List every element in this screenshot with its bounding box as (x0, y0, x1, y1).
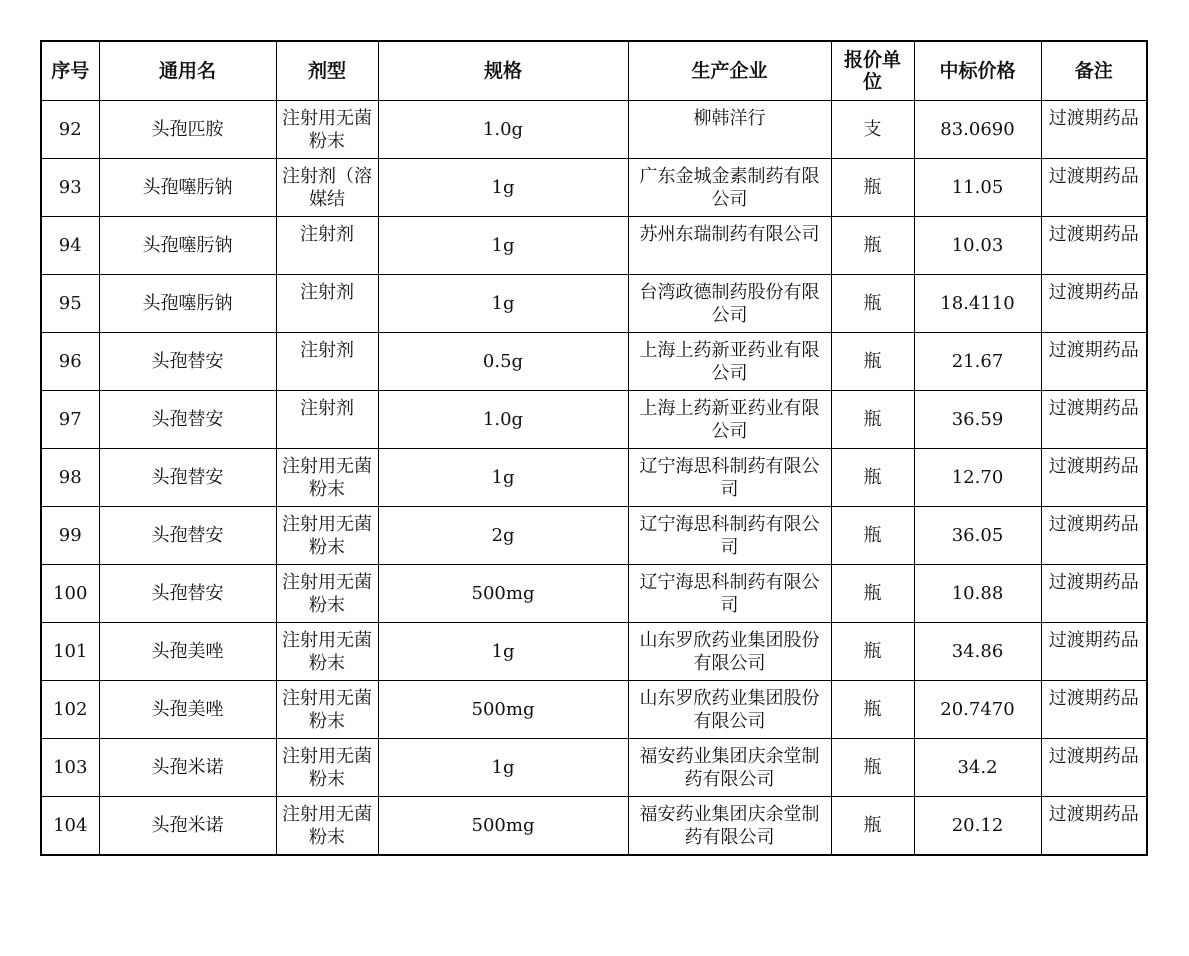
cell-form-text: 注射剂（溶媒结 (282, 165, 372, 210)
cell-no: 95 (41, 275, 99, 333)
cell-form-text: 注射用无菌粉末 (282, 803, 372, 848)
cell-unit: 瓶 (831, 391, 914, 449)
header-cell-unit: 报价单位 (831, 41, 914, 101)
cell-price: 11.05 (914, 159, 1041, 217)
cell-name: 头孢噻肟钠 (99, 159, 276, 217)
cell-name: 头孢美唑 (99, 681, 276, 739)
cell-unit: 瓶 (831, 275, 914, 333)
cell-maker (628, 391, 831, 449)
cell-no: 104 (41, 797, 99, 856)
cell-maker (628, 449, 831, 507)
cell-maker-text: 福安药业集团庆余堂制药有限公司 (639, 803, 820, 848)
cell-maker (628, 159, 831, 217)
cell-form (276, 101, 378, 159)
cell-maker (628, 797, 831, 856)
cell-form-text: 注射剂 (300, 281, 354, 303)
cell-unit: 瓶 (831, 623, 914, 681)
header-cell-no: 序号 (41, 41, 99, 101)
cell-note (1041, 565, 1147, 623)
cell-note (1041, 333, 1147, 391)
cell-no: 102 (41, 681, 99, 739)
cell-note-text: 过渡期药品 (1048, 397, 1139, 419)
cell-unit: 瓶 (831, 739, 914, 797)
cell-spec: 500mg (378, 797, 628, 856)
cell-form-text: 注射用无菌粉末 (282, 571, 372, 616)
table-row (41, 391, 1147, 449)
cell-form (276, 275, 378, 333)
cell-note-text: 过渡期药品 (1048, 223, 1139, 245)
cell-price: 34.2 (914, 739, 1041, 797)
cell-note-text: 过渡期药品 (1048, 687, 1139, 709)
cell-price: 34.86 (914, 623, 1041, 681)
drug-price-table (40, 40, 1148, 856)
cell-name: 头孢米诺 (99, 739, 276, 797)
header-cell-form: 剂型 (276, 41, 378, 101)
cell-price: 36.59 (914, 391, 1041, 449)
cell-maker (628, 739, 831, 797)
cell-name: 头孢噻肟钠 (99, 217, 276, 275)
cell-form-text: 注射用无菌粉末 (282, 687, 372, 732)
table-row (41, 565, 1147, 623)
table-row (41, 217, 1147, 275)
cell-maker (628, 565, 831, 623)
cell-price: 21.67 (914, 333, 1041, 391)
cell-note-text: 过渡期药品 (1048, 107, 1139, 129)
cell-maker-text: 辽宁海思科制药有限公司 (639, 455, 820, 500)
table-row (41, 159, 1147, 217)
cell-form (276, 449, 378, 507)
cell-price: 20.7470 (914, 681, 1041, 739)
cell-note-text: 过渡期药品 (1048, 745, 1139, 767)
cell-spec: 500mg (378, 681, 628, 739)
cell-maker-text: 广东金城金素制药有限公司 (639, 165, 820, 210)
cell-maker-text: 山东罗欣药业集团股份有限公司 (639, 687, 820, 732)
cell-spec: 1g (378, 449, 628, 507)
cell-maker-text: 上海上药新亚药业有限公司 (639, 339, 820, 384)
cell-note (1041, 449, 1147, 507)
cell-name: 头孢噻肟钠 (99, 275, 276, 333)
cell-note-text: 过渡期药品 (1048, 803, 1139, 825)
cell-form-text: 注射剂 (300, 223, 354, 245)
cell-maker (628, 681, 831, 739)
table-row (41, 739, 1147, 797)
cell-name: 头孢替安 (99, 333, 276, 391)
cell-note (1041, 159, 1147, 217)
cell-form (276, 565, 378, 623)
cell-note-text: 过渡期药品 (1048, 513, 1139, 535)
cell-form (276, 333, 378, 391)
cell-form (276, 681, 378, 739)
cell-unit: 瓶 (831, 681, 914, 739)
cell-note (1041, 275, 1147, 333)
cell-name: 头孢替安 (99, 565, 276, 623)
cell-form (276, 217, 378, 275)
table-row (41, 507, 1147, 565)
cell-note (1041, 101, 1147, 159)
header-cell-note: 备注 (1041, 41, 1147, 101)
cell-form-text: 注射剂 (300, 339, 354, 361)
cell-spec: 1.0g (378, 101, 628, 159)
cell-note-text: 过渡期药品 (1048, 455, 1139, 477)
cell-name: 头孢替安 (99, 391, 276, 449)
cell-maker-text: 上海上药新亚药业有限公司 (639, 397, 820, 442)
cell-maker-text: 辽宁海思科制药有限公司 (639, 513, 820, 558)
cell-note (1041, 507, 1147, 565)
cell-form-text: 注射用无菌粉末 (282, 745, 372, 790)
cell-note-text: 过渡期药品 (1048, 165, 1139, 187)
cell-maker (628, 623, 831, 681)
header-cell-spec: 规格 (378, 41, 628, 101)
cell-unit: 瓶 (831, 159, 914, 217)
cell-maker (628, 507, 831, 565)
cell-spec: 2g (378, 507, 628, 565)
cell-spec: 500mg (378, 565, 628, 623)
cell-spec: 1g (378, 159, 628, 217)
cell-no: 97 (41, 391, 99, 449)
header-cell-name: 通用名 (99, 41, 276, 101)
cell-maker (628, 275, 831, 333)
cell-no: 100 (41, 565, 99, 623)
cell-name: 头孢替安 (99, 507, 276, 565)
cell-no: 92 (41, 101, 99, 159)
cell-price: 12.70 (914, 449, 1041, 507)
cell-note (1041, 739, 1147, 797)
cell-price: 83.0690 (914, 101, 1041, 159)
cell-note (1041, 391, 1147, 449)
cell-note (1041, 681, 1147, 739)
cell-note (1041, 623, 1147, 681)
cell-no: 101 (41, 623, 99, 681)
cell-form-text: 注射用无菌粉末 (282, 455, 372, 500)
cell-maker (628, 217, 831, 275)
cell-price: 36.05 (914, 507, 1041, 565)
cell-unit: 瓶 (831, 449, 914, 507)
table-row (41, 449, 1147, 507)
cell-spec: 1g (378, 217, 628, 275)
cell-note-text: 过渡期药品 (1048, 339, 1139, 361)
table-row (41, 275, 1147, 333)
cell-no: 99 (41, 507, 99, 565)
cell-unit: 支 (831, 101, 914, 159)
cell-maker-text: 福安药业集团庆余堂制药有限公司 (639, 745, 820, 790)
cell-form-text: 注射用无菌粉末 (282, 513, 372, 558)
cell-maker (628, 333, 831, 391)
cell-unit: 瓶 (831, 797, 914, 856)
header-cell-price: 中标价格 (914, 41, 1041, 101)
cell-price: 10.88 (914, 565, 1041, 623)
table-row (41, 797, 1147, 856)
table-row (41, 681, 1147, 739)
cell-spec: 1g (378, 739, 628, 797)
cell-unit: 瓶 (831, 333, 914, 391)
cell-name: 头孢匹胺 (99, 101, 276, 159)
cell-form (276, 797, 378, 856)
cell-note-text: 过渡期药品 (1048, 281, 1139, 303)
cell-name: 头孢替安 (99, 449, 276, 507)
cell-unit: 瓶 (831, 565, 914, 623)
cell-no: 98 (41, 449, 99, 507)
cell-maker-text: 苏州东瑞制药有限公司 (639, 223, 820, 245)
cell-note-text: 过渡期药品 (1048, 571, 1139, 593)
cell-spec: 0.5g (378, 333, 628, 391)
cell-note (1041, 797, 1147, 856)
cell-spec: 1.0g (378, 391, 628, 449)
cell-spec: 1g (378, 275, 628, 333)
cell-name: 头孢米诺 (99, 797, 276, 856)
cell-form (276, 391, 378, 449)
cell-no: 94 (41, 217, 99, 275)
cell-price: 18.4110 (914, 275, 1041, 333)
cell-form-text: 注射用无菌粉末 (282, 629, 372, 674)
cell-form-text: 注射用无菌粉末 (282, 107, 372, 152)
cell-form (276, 159, 378, 217)
cell-no: 103 (41, 739, 99, 797)
table-row (41, 623, 1147, 681)
cell-name: 头孢美唑 (99, 623, 276, 681)
cell-form (276, 507, 378, 565)
cell-note-text: 过渡期药品 (1048, 629, 1139, 651)
cell-maker-text: 山东罗欣药业集团股份有限公司 (639, 629, 820, 674)
cell-maker-text: 柳韩洋行 (693, 107, 766, 129)
cell-form-text: 注射剂 (300, 397, 354, 419)
cell-note (1041, 217, 1147, 275)
cell-maker-text: 辽宁海思科制药有限公司 (639, 571, 820, 616)
cell-price: 20.12 (914, 797, 1041, 856)
cell-unit: 瓶 (831, 217, 914, 275)
header-cell-maker: 生产企业 (628, 41, 831, 101)
cell-maker (628, 101, 831, 159)
cell-no: 93 (41, 159, 99, 217)
cell-no: 96 (41, 333, 99, 391)
cell-form (276, 623, 378, 681)
table-row (41, 101, 1147, 159)
table-row (41, 333, 1147, 391)
cell-price: 10.03 (914, 217, 1041, 275)
cell-maker-text: 台湾政德制药股份有限公司 (639, 281, 820, 326)
cell-unit: 瓶 (831, 507, 914, 565)
header-row (41, 41, 1147, 101)
cell-spec: 1g (378, 623, 628, 681)
cell-form (276, 739, 378, 797)
